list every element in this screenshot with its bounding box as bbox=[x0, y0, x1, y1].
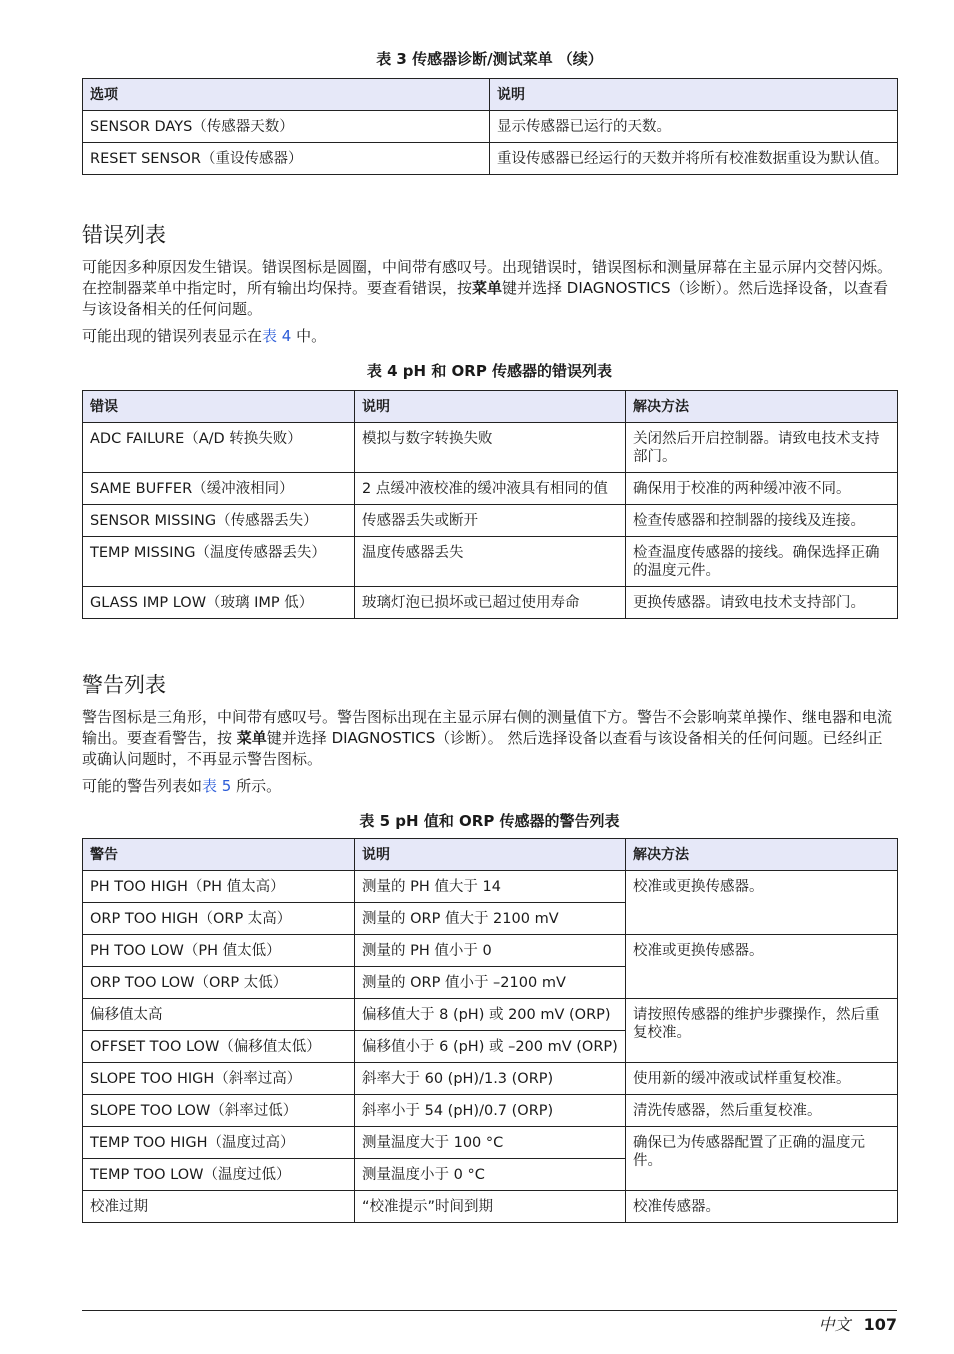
table3-caption: 表 3 传感器诊断/测试菜单 （续） bbox=[376, 50, 603, 68]
table-row bbox=[83, 1063, 898, 1095]
table-row bbox=[83, 999, 898, 1031]
table-row bbox=[83, 423, 898, 473]
table-cell: TEMP MISSING（温度传感器丢失） bbox=[83, 537, 355, 587]
table-header-row bbox=[83, 839, 898, 871]
table-row bbox=[83, 111, 898, 143]
table-cell: 关闭然后开启控制器。请致电技术支持部门。 bbox=[626, 423, 898, 473]
menu-key-label: 菜单 bbox=[472, 279, 503, 297]
table-cell: ADC FAILURE（A/D 转换失败） bbox=[83, 423, 355, 473]
table-cell: RESET SENSOR（重设传感器） bbox=[83, 143, 490, 175]
header-cell: 警告 bbox=[83, 839, 355, 871]
table-cell: SAME BUFFER（缓冲液相同） bbox=[83, 473, 355, 505]
table-row bbox=[83, 143, 898, 175]
header-cell: 说明 bbox=[355, 391, 626, 423]
table-cell: 使用新的缓冲液或试样重复校准。 bbox=[626, 1063, 898, 1095]
table5 bbox=[82, 838, 898, 1223]
errors-heading: 错误列表 bbox=[82, 223, 166, 247]
table5-link[interactable]: 表 5 bbox=[202, 777, 232, 795]
table-cell: 传感器丢失或断开 bbox=[355, 505, 626, 537]
table-cell: 更换传感器。请致电技术支持部门。 bbox=[626, 587, 898, 619]
table-cell: 模拟与数字转换失败 bbox=[355, 423, 626, 473]
table5-caption: 表 5 pH 值和 ORP 传感器的警告列表 bbox=[359, 812, 620, 830]
table-cell: 校准或更换传感器。 bbox=[626, 935, 898, 999]
table-cell: 2 点缓冲液校准的缓冲液具有相同的值 bbox=[355, 473, 626, 505]
paragraph-text: 键并选择 DIAGNOSTICS（诊断）。然后选择设备，以查看与该设备相关的任何问题。 bbox=[82, 279, 889, 318]
table-cell: 检查传感器和控制器的接线及连接。 bbox=[626, 505, 898, 537]
paragraph-text: 警告图标是三角形，中间带有感叹号。警告图标出现在主显示屏右侧的测量值下方。警告不会影响菜单操作、继电器和电流输出。要查看警告，按 bbox=[82, 708, 893, 747]
table-cell: 重设传感器已经运行的天数并将所有校准数据重设为默认值。 bbox=[490, 143, 898, 175]
table4 bbox=[82, 390, 898, 619]
errors-paragraph bbox=[82, 257, 897, 320]
table-cell: 显示传感器已运行的天数。 bbox=[490, 111, 898, 143]
table-cell: GLASS IMP LOW（玻璃 IMP 低） bbox=[83, 587, 355, 619]
warnings-reference bbox=[82, 776, 897, 797]
table-cell: ORP TOO LOW（ORP 太低） bbox=[83, 967, 355, 999]
footer-divider bbox=[82, 1310, 897, 1311]
table-cell: 清洗传感器，然后重复校准。 bbox=[626, 1095, 898, 1127]
warnings-paragraph bbox=[82, 707, 897, 770]
table-cell: 温度传感器丢失 bbox=[355, 537, 626, 587]
table-cell: 玻璃灯泡已损坏或已超过使用寿命 bbox=[355, 587, 626, 619]
footer-language: 中文 bbox=[818, 1315, 851, 1334]
table4-caption: 表 4 pH 和 ORP 传感器的错误列表 bbox=[366, 362, 613, 380]
paragraph-text: 可能因多种原因发生错误。错误图标是圆圈，中间带有感叹号。出现错误时，错误图标和测量屏幕在主显示屏内交替闪烁。在控制器菜单中指定时，所有输出均保持。要查看错误，按 bbox=[82, 258, 893, 297]
table-header-row bbox=[83, 391, 898, 423]
table-cell: 测量的 ORP 值小于 –2100 mV bbox=[355, 967, 626, 999]
table-cell: 检查温度传感器的接线。确保选择正确的温度元件。 bbox=[626, 537, 898, 587]
table-row bbox=[83, 871, 898, 903]
paragraph-text: 中。 bbox=[291, 327, 327, 345]
table-cell: 测量的 PH 值大于 14 bbox=[355, 871, 626, 903]
paragraph-text: 可能的警告列表如 bbox=[82, 777, 203, 795]
table-row bbox=[83, 587, 898, 619]
header-cell: 说明 bbox=[490, 79, 898, 111]
table-cell: 请按照传感器的维护步骤操作，然后重复校准。 bbox=[626, 999, 898, 1063]
menu-key-label: 菜单 bbox=[236, 729, 267, 747]
table3 bbox=[82, 78, 898, 175]
table-cell: SLOPE TOO HIGH（斜率过高） bbox=[83, 1063, 355, 1095]
table-cell: 偏移值小于 6 (pH) 或 –200 mV (ORP) bbox=[355, 1031, 626, 1063]
table-row bbox=[83, 1095, 898, 1127]
table-cell: 偏移值太高 bbox=[83, 999, 355, 1031]
table-cell: 测量的 PH 值小于 0 bbox=[355, 935, 626, 967]
table-cell: SLOPE TOO LOW（斜率过低） bbox=[83, 1095, 355, 1127]
header-cell: 选项 bbox=[83, 79, 490, 111]
table-cell: 偏移值大于 8 (pH) 或 200 mV (ORP) bbox=[355, 999, 626, 1031]
table-cell: 斜率小于 54 (pH)/0.7 (ORP) bbox=[355, 1095, 626, 1127]
table-row bbox=[83, 1127, 898, 1159]
table-cell: “校准提示”时间到期 bbox=[355, 1191, 626, 1223]
table-cell: 斜率大于 60 (pH)/1.3 (ORP) bbox=[355, 1063, 626, 1095]
table-cell: SENSOR DAYS（传感器天数） bbox=[83, 111, 490, 143]
header-cell: 解决方法 bbox=[626, 391, 898, 423]
table-cell: 校准传感器。 bbox=[626, 1191, 898, 1223]
table-cell: TEMP TOO LOW（温度过低） bbox=[83, 1159, 355, 1191]
page-number: 107 bbox=[863, 1315, 897, 1334]
page-footer bbox=[818, 1312, 897, 1335]
paragraph-text: 可能出现的错误列表显示在 bbox=[82, 327, 263, 345]
table-cell: OFFSET TOO LOW（偏移值太低） bbox=[83, 1031, 355, 1063]
table4-link[interactable]: 表 4 bbox=[262, 327, 292, 345]
table-row bbox=[83, 1191, 898, 1223]
table-cell: 测量的 ORP 值大于 2100 mV bbox=[355, 903, 626, 935]
table-cell: 测量温度大于 100 °C bbox=[355, 1127, 626, 1159]
table-cell: 校准或更换传感器。 bbox=[626, 871, 898, 935]
table-header-row bbox=[83, 79, 898, 111]
paragraph-text: 键并选择 DIAGNOSTICS（诊断）。 然后选择设备以查看与该设备相关的任何问题。已经纠正或确认问题时，不再显示警告图标。 bbox=[82, 729, 883, 768]
table-cell: 确保用于校准的两种缓冲液不同。 bbox=[626, 473, 898, 505]
table-cell: SENSOR MISSING（传感器丢失） bbox=[83, 505, 355, 537]
warnings-heading: 警告列表 bbox=[82, 673, 166, 697]
table-cell: 测量温度小于 0 °C bbox=[355, 1159, 626, 1191]
header-cell: 说明 bbox=[355, 839, 626, 871]
table-row bbox=[83, 505, 898, 537]
header-cell: 错误 bbox=[83, 391, 355, 423]
table-row bbox=[83, 935, 898, 967]
table-cell: 校准过期 bbox=[83, 1191, 355, 1223]
table-cell: ORP TOO HIGH（ORP 太高） bbox=[83, 903, 355, 935]
table-cell: TEMP TOO HIGH（温度过高） bbox=[83, 1127, 355, 1159]
table-cell: PH TOO HIGH（PH 值太高） bbox=[83, 871, 355, 903]
paragraph-text: 所示。 bbox=[231, 777, 282, 795]
errors-reference bbox=[82, 326, 897, 347]
table-cell: 确保已为传感器配置了正确的温度元件。 bbox=[626, 1127, 898, 1191]
table-cell: PH TOO LOW（PH 值太低） bbox=[83, 935, 355, 967]
table-row bbox=[83, 537, 898, 587]
table-row bbox=[83, 473, 898, 505]
header-cell: 解决方法 bbox=[626, 839, 898, 871]
